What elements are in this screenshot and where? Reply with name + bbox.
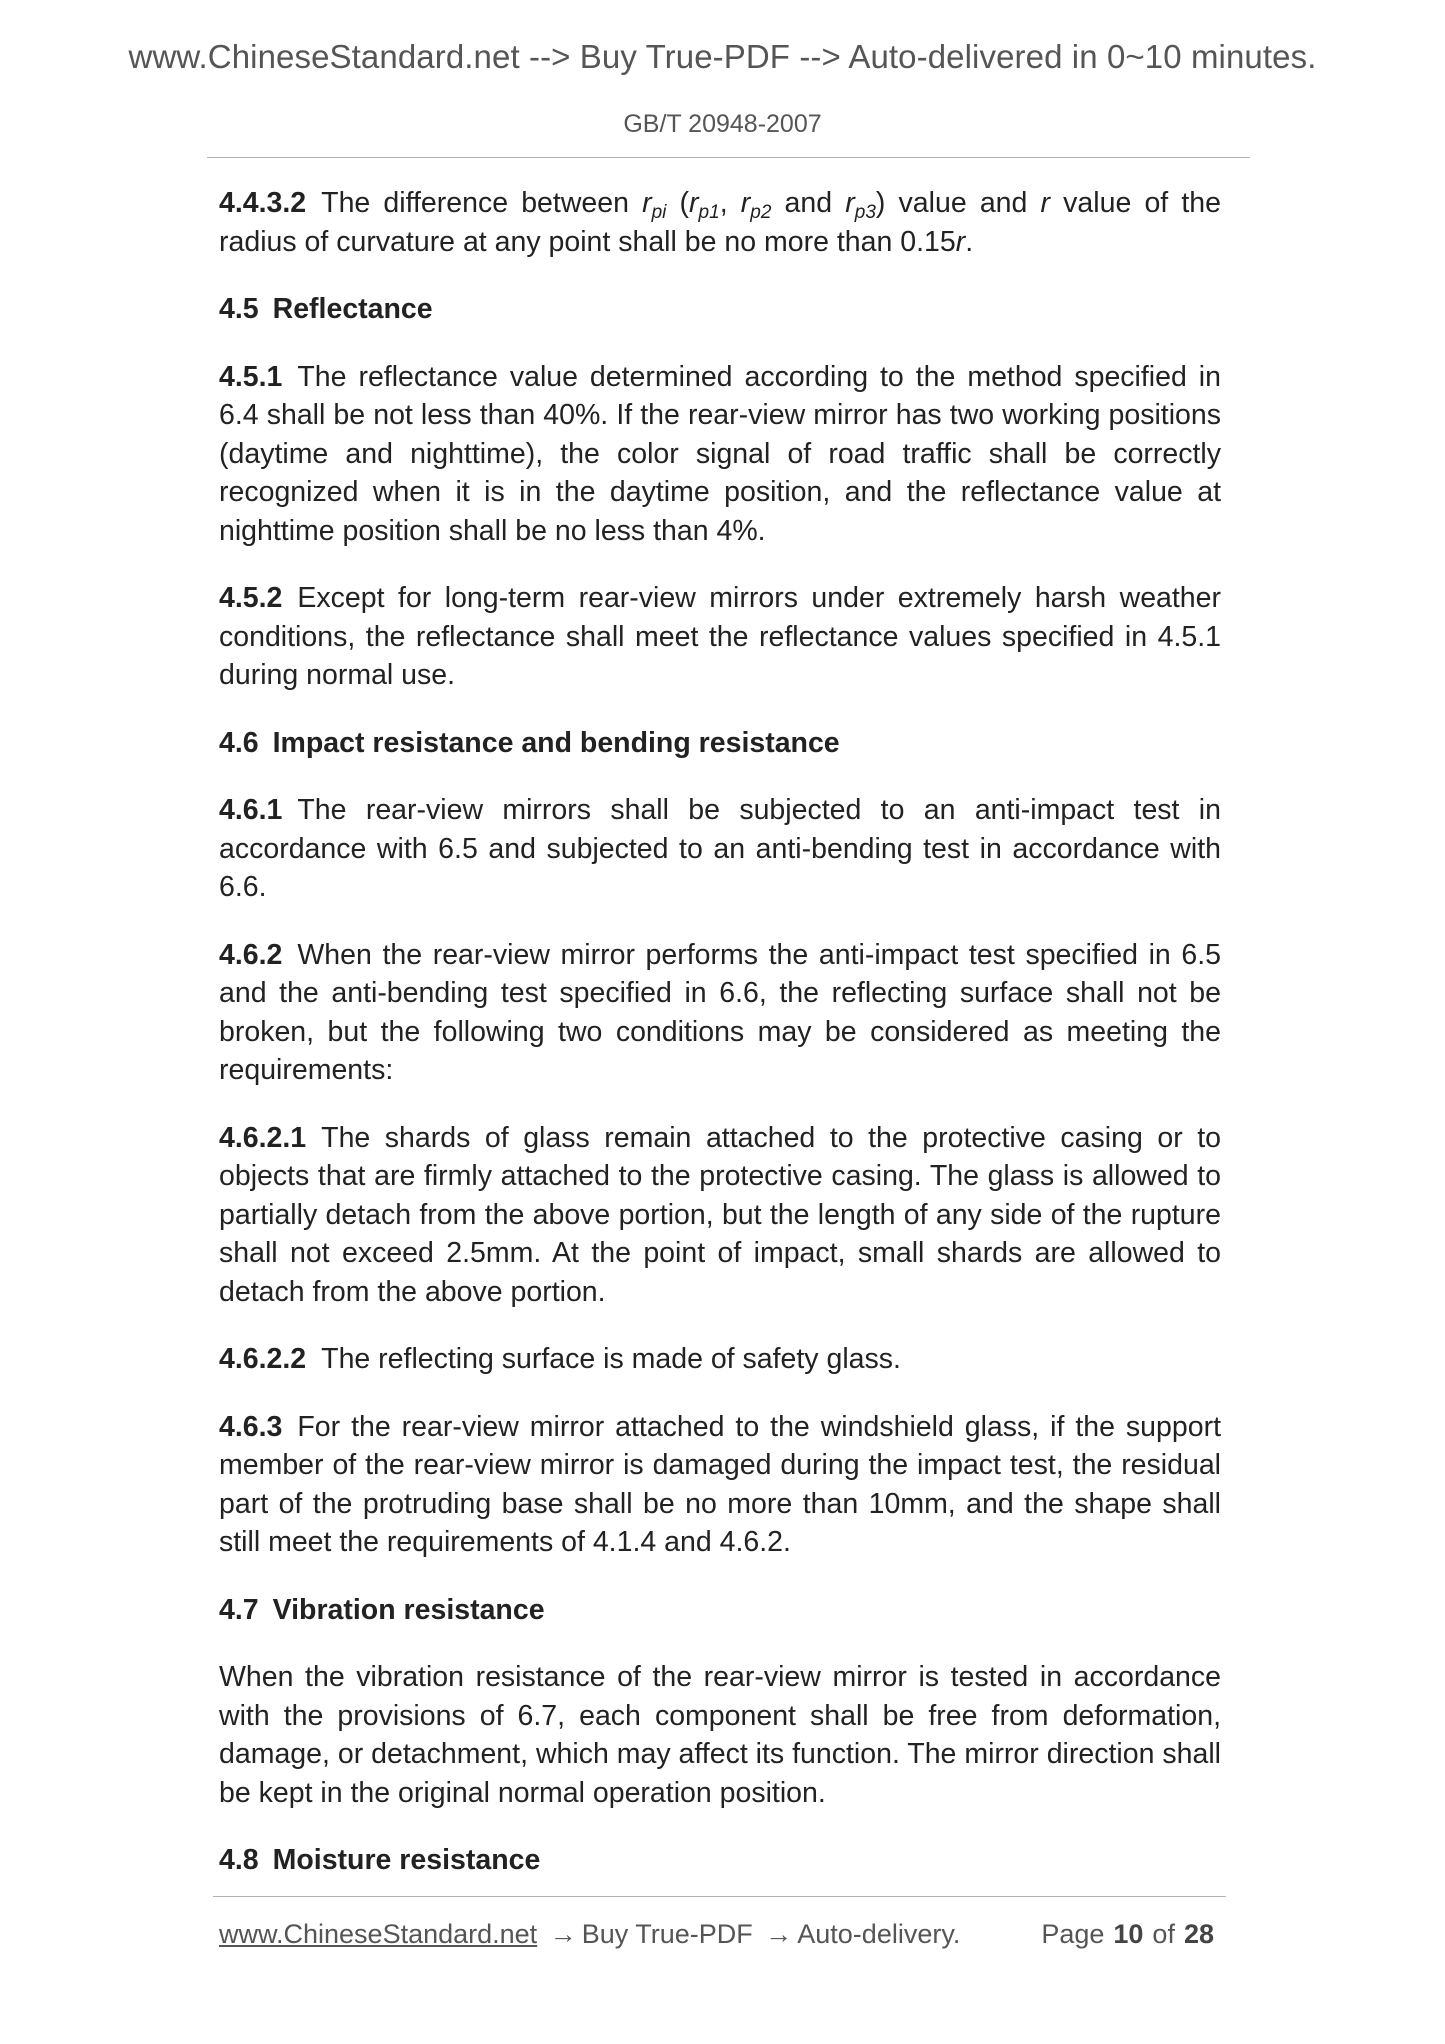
page-footer (219, 1919, 1223, 1959)
buy-text: Buy True-PDF (581, 1919, 753, 1949)
clause-4-5-1: 4.5.1 The reflectance value determined according to the method specified in 6.4 shall be not less than 40%. If the rear-view mirror has two working positions (daytime and nighttime), the color signal of road traffic shall be correctly recognized when it is in the daytime position, and the reflectance value at nighttime position shall be no less than 4%. (219, 360, 1221, 547)
page-indicator: Page 10 of 28 (1041, 1919, 1214, 1949)
clause-4-5-2: 4.5.2 Except for long-term rear-view mirrors under extremely harsh weather conditions, the reflectance shall meet the reflectance values specified in 4.5.1 during normal use. (219, 582, 1221, 691)
footer-promo (219, 1919, 960, 1950)
top-banner: www.ChineseStandard.net --> Buy True-PDF --> Auto-delivered in 0~10 minutes. (128, 38, 1317, 75)
arrow-right-icon: → (765, 1919, 793, 1949)
footer-divider (213, 1896, 1226, 1897)
arrow-right-icon: → (549, 1919, 577, 1949)
heading-4-6: 4.6 Impact resistance and bending resistance (219, 726, 840, 759)
delivery-text: Auto-delivery. (797, 1919, 961, 1949)
website-link[interactable]: www.ChineseStandard.net (219, 1919, 538, 1949)
current-page: 10 (1113, 1919, 1144, 1949)
clause-4-6-2-2: 4.6.2.2 The reflecting surface is made of safety glass. (219, 1343, 901, 1375)
heading-4-5: 4.5 Reflectance (219, 293, 433, 325)
clause-4-7-body: When the vibration resistance of the rear-view mirror is tested in accordance with the provisions of 6.7, each component shall be free from deformation, damage, or detachment, which may affect its function. The mirror direction shall be kept in the original normal operation position. (219, 1661, 1221, 1809)
clause-4-6-1: 4.6.1 The rear-view mirrors shall be subjected to an anti-impact test in accordance with 6.5 and subjected to an anti-bending test in accordance with 6.6. (219, 794, 1221, 903)
document-code: GB/T 20948-2007 (623, 110, 822, 138)
heading-4-8: 4.8 Moisture resistance (219, 1844, 541, 1876)
clause-4-4-3-2: 4.4.3.2 The difference between $r_{pi}$ ($r_{p1}$, $r_{p2}$ and $r_{p3}$) value and r value of the radius of curvature at any point shall be no more than 0.15r. (219, 187, 1221, 258)
clause-4-6-3: 4.6.3 For the rear-view mirror attached to the windshield glass, if the support member of the rear-view mirror is damaged during the impact test, the residual part of the protruding base shall be no more than 10mm, and the shape shall still meet the requirements of 4.1.4 and 4.6.2. (219, 1410, 1221, 1558)
clause-4-6-2-1: 4.6.2.1 The shards of glass remain attached to the protective casing or to objects that are firmly attached to the protective casing. The glass is allowed to partially detach from the above portion, but the length of any side of the rupture shall not exceed 2.5mm. At the point of impact, small shards are allowed to detach from the above portion. (219, 1121, 1221, 1308)
heading-4-7: 4.7 Vibration resistance (219, 1593, 545, 1626)
clause-4-6-2: 4.6.2 When the rear-view mirror performs the anti-impact test specified in 6.5 and the anti-bending test specified in 6.6, the reflecting surface shall not be broken, but the following two conditions may be considered as meeting the requirements: (219, 938, 1221, 1086)
total-pages: 28 (1183, 1919, 1214, 1949)
page-content (219, 184, 1221, 1909)
header-divider (207, 157, 1250, 158)
clause-number: 4.4.3.2 (219, 187, 307, 219)
